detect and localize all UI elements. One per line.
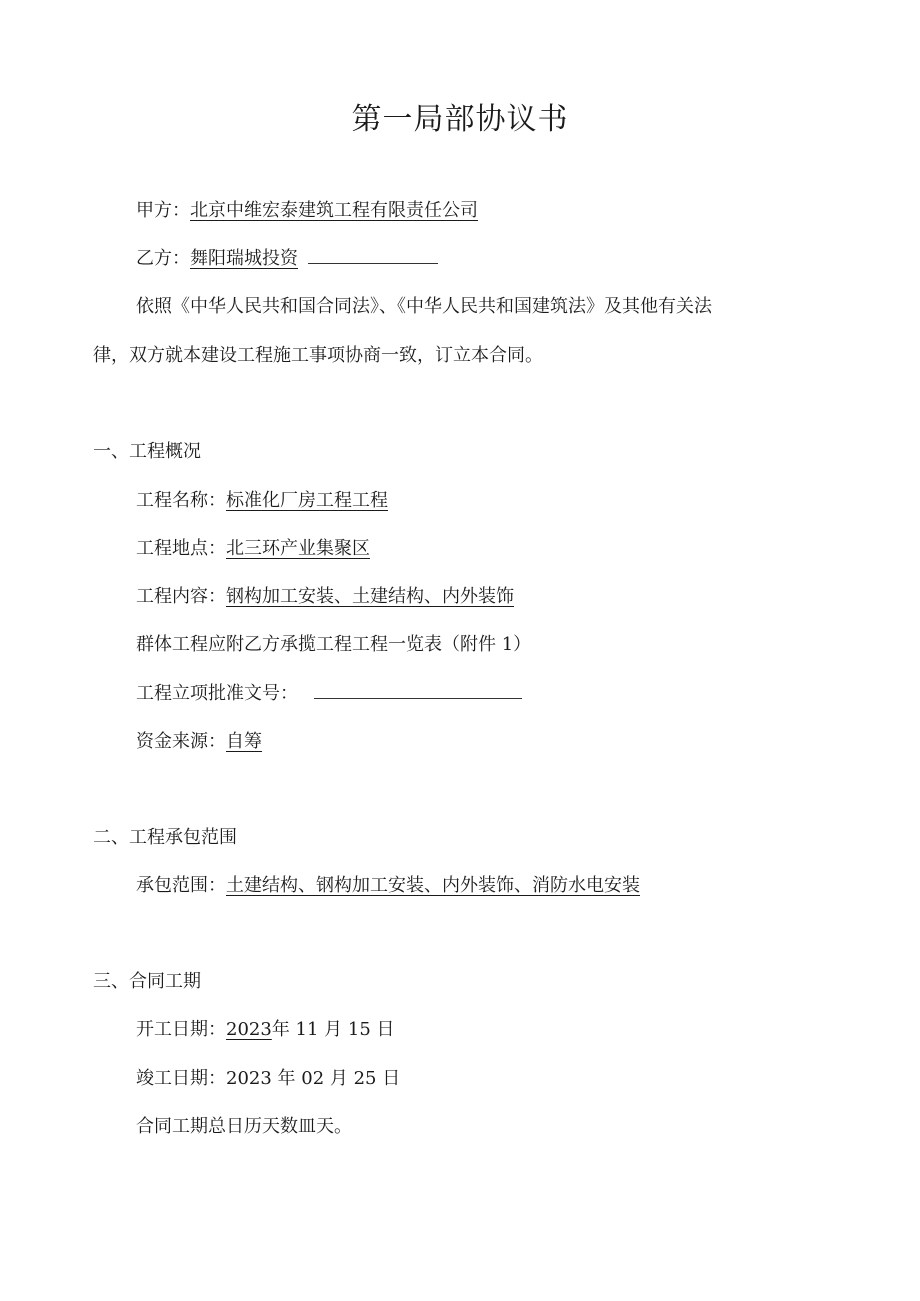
funding-value: 自筹: [226, 731, 262, 752]
project-content-line: [136, 585, 514, 609]
scope-label: 承包范围：: [136, 875, 226, 896]
party-a-label: 甲方：: [136, 200, 190, 221]
scope-line: [136, 874, 640, 898]
end-date-label: 竣工日期：: [136, 1068, 226, 1089]
section-heading-3: 三、合同工期: [93, 971, 201, 992]
intro-line-2: 律，双方就本建设工程施工事项协商一致，订立本合同。: [93, 345, 543, 366]
end-date-line: [136, 1067, 400, 1091]
end-date-value: 2023 年 02 月 25 日: [226, 1068, 401, 1089]
intro-line-1: 依照《中华人民共和国合同法》、《中华人民共和国建筑法》及其他有关法: [136, 296, 712, 317]
funding-line: [136, 730, 262, 754]
section-heading-2: 二、工程承包范围: [93, 827, 237, 848]
party-b-value: 舞阳瑞城投资: [190, 248, 298, 269]
scope-value: 土建结构、钢构加工安装、内外装饰、消防水电安装: [226, 875, 640, 896]
funding-label: 资金来源：: [136, 731, 226, 752]
project-content-label: 工程内容：: [136, 586, 226, 607]
party-b-line: [136, 247, 438, 271]
start-date-line: [136, 1018, 395, 1042]
section-heading-1: 一、工程概况: [93, 441, 201, 462]
group-project-note: 群体工程应附乙方承揽工程工程一览表（附件 1）: [136, 634, 532, 655]
party-a-line: [136, 199, 478, 223]
start-date-year: 2023: [226, 1019, 272, 1040]
project-name-label: 工程名称：: [136, 490, 226, 511]
party-a-value: 北京中维宏泰建筑工程有限责任公司: [190, 200, 478, 221]
project-content-value: 钢构加工安装、土建结构、内外装饰: [226, 586, 514, 607]
project-name-line: [136, 489, 388, 513]
page-title: 第一局部协议书: [351, 102, 569, 137]
party-b-blank: [308, 247, 438, 264]
project-location-line: [136, 537, 370, 561]
party-b-label: 乙方：: [136, 248, 190, 269]
approval-number-line: [136, 682, 522, 706]
project-location-value: 北三环产业集聚区: [226, 538, 370, 559]
project-location-label: 工程地点：: [136, 538, 226, 559]
approval-number-label: 工程立项批准文号：: [136, 683, 298, 704]
total-days-line: 合同工期总日历天数皿天。: [136, 1116, 352, 1137]
project-name-value: 标准化厂房工程工程: [226, 490, 388, 511]
start-date-rest: 年 11 月 15 日: [271, 1019, 395, 1040]
approval-number-blank: [314, 682, 522, 699]
start-date-label: 开工日期：: [136, 1019, 226, 1040]
